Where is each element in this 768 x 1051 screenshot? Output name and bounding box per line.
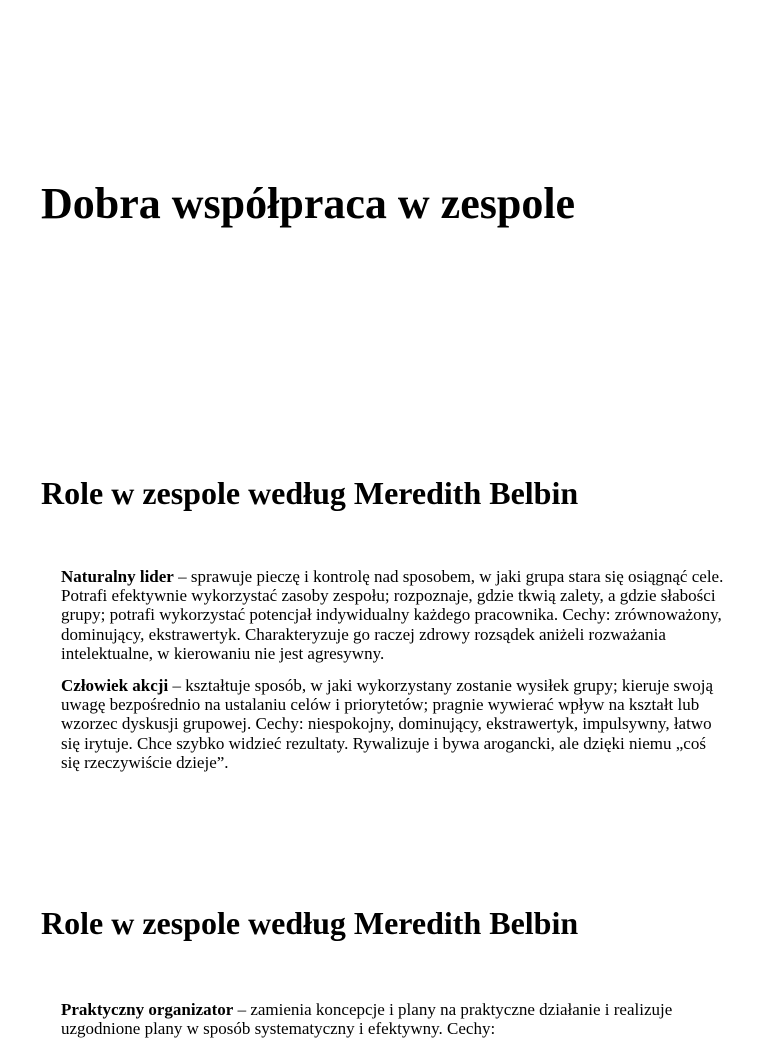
section-heading: Role w zespole według Meredith Belbin: [41, 475, 579, 511]
role-name: Naturalny lider: [61, 567, 174, 586]
role-list: [61, 1000, 729, 1051]
role-description: – zamienia koncepcje i plany na praktyczne działanie i realizuje uzgodnione plany w sposób systematyczny i efektywny. Cechy:: [61, 1000, 673, 1039]
role-paragraph-czlowiek-akcji: [61, 676, 729, 772]
role-description: – kształtuje sposób, w jaki wykorzystany zostanie wysiłek grupy; kieruje swoją uwagę bezpośrednio na ustalaniu celów i priorytetów; pragnie wywierać wpływ na kształt lub wzorzec dyskusji grupowej. Cechy: niespokojny, dominujący, ekstrawertyk, impulsywny, łatwo się irytuje. Chce szybko widzieć rezultaty. Rywalizuje i bywa arogancki, ale dzięki niemu „coś się rzeczywiście dzieje”.: [61, 676, 714, 772]
page-title: Dobra współpraca w zespole: [41, 179, 576, 228]
role-description: – sprawuje pieczę i kontrolę nad sposobem, w jaki grupa stara się osiągnąć cele. Potrafi efektywnie wykorzystać zasoby zespołu; rozpoznaje, gdzie tkwią zalety, a gdzie słabości grupy; potrafi wykorzystać potencjał indywidualny każdego pracownika. Cechy: zrównoważony, dominujący, ekstrawertyk. Charakteryzuje go raczej zdrowy rozsądek aniżeli rozważania intelektualne, w kierowaniu nie jest agresywny.: [61, 567, 724, 663]
role-name: Człowiek akcji: [61, 676, 169, 696]
role-paragraph-naturalny-lider: [61, 567, 729, 663]
role-name: Praktyczny organizator: [61, 1000, 234, 1019]
role-list: [61, 567, 729, 785]
section-heading: Role w zespole według Meredith Belbin: [41, 905, 579, 941]
role-paragraph-praktyczny-organizator: [61, 1000, 729, 1038]
